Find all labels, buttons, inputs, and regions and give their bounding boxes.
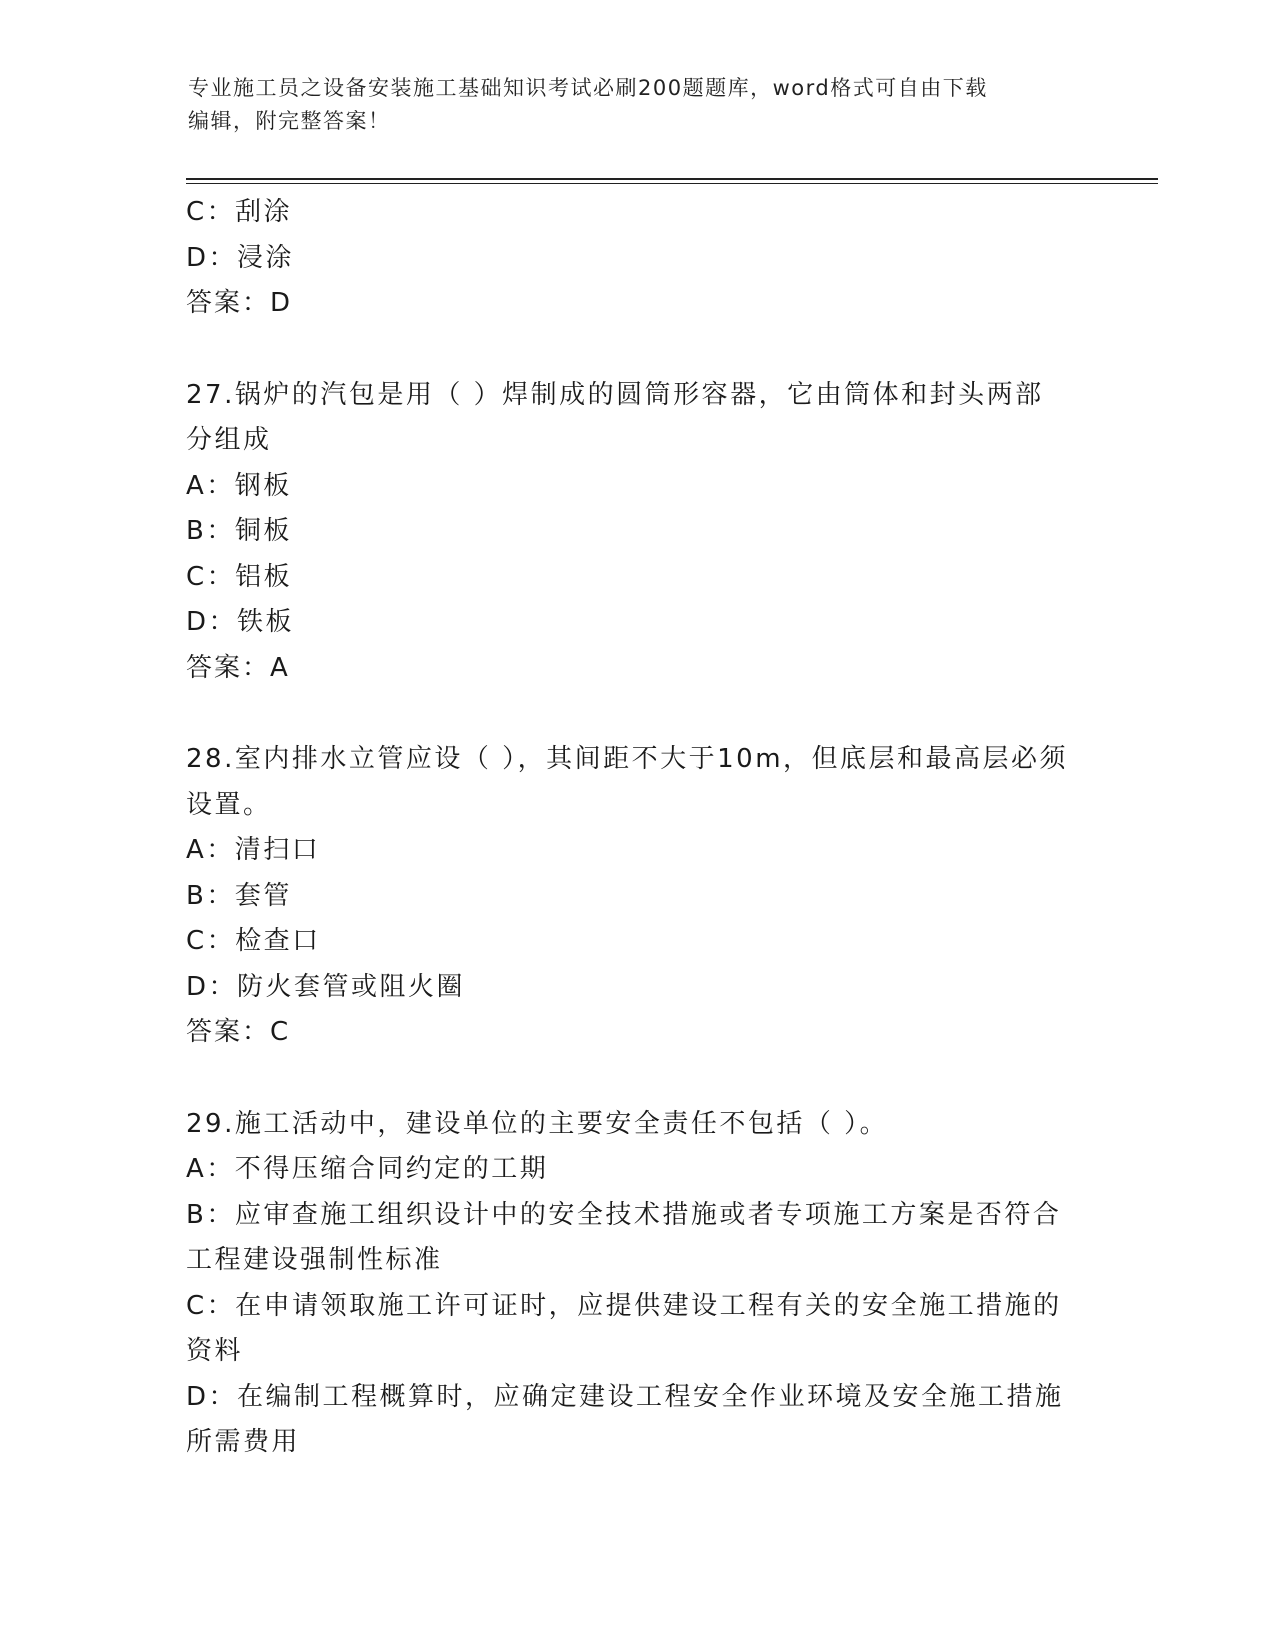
- question-text: 29.施工活动中，建设单位的主要安全责任不包括（ ）。: [186, 1108, 889, 1139]
- option-a: A：不得压缩合同约定的工期: [186, 1154, 549, 1184]
- spacer: [186, 1056, 1086, 1102]
- option-c: C：铝板: [186, 561, 293, 592]
- question-26-continued: [186, 190, 1086, 327]
- option-b: B：应审查施工组织设计中的安全技术措施或者专项施工方案是否符合: [186, 1199, 1062, 1230]
- option-c: C：检查口: [186, 926, 321, 956]
- spacer: [186, 691, 1086, 737]
- question-text-continued: 分组成: [186, 425, 272, 455]
- question-text: 27.锅炉的汽包是用（ ）焊制成的圆筒形容器，它由筒体和封头两部: [186, 379, 1044, 410]
- option-c: C：在申请领取施工许可证时，应提供建设工程有关的安全施工措施的: [186, 1290, 1062, 1321]
- option-b-continued: 工程建设强制性标准: [186, 1245, 443, 1275]
- option-a: A：清扫口: [186, 835, 321, 865]
- question-text-continued: 设置。: [186, 789, 272, 820]
- header-divider-thick: [186, 178, 1158, 180]
- option-c: C：刮涂: [186, 197, 293, 227]
- option-d: D：浸涂: [186, 242, 295, 273]
- option-a: A：钢板: [186, 470, 292, 501]
- document-header: [188, 72, 1088, 138]
- document-body: [186, 190, 1086, 1466]
- question-28: [186, 737, 1086, 1056]
- option-d: D：铁板: [186, 607, 295, 637]
- answer-line: 答案：C: [186, 1017, 291, 1047]
- option-d: D：防火套管或阻火圈: [186, 971, 466, 1002]
- option-d-continued: 所需费用: [186, 1427, 301, 1457]
- option-b: B：铜板: [186, 516, 292, 546]
- answer-line: 答案：D: [186, 288, 293, 318]
- option-b: B：套管: [186, 880, 292, 911]
- question-27: [186, 373, 1086, 692]
- header-line-1: 专业施工员之设备安装施工基础知识考试必刷200题题库，word格式可自由下载: [188, 76, 988, 100]
- header-divider-thin: [186, 183, 1158, 184]
- spacer: [186, 327, 1086, 373]
- question-text: 28.室内排水立管应设（ ），其间距不大于10m，但底层和最高层必须: [186, 744, 1069, 774]
- question-29: [186, 1102, 1086, 1466]
- answer-line: 答案：A: [186, 652, 290, 683]
- option-d: D：在编制工程概算时，应确定建设工程安全作业环境及安全施工措施: [186, 1381, 1064, 1412]
- header-line-2: 编辑，附完整答案！: [188, 109, 391, 133]
- option-c-continued: 资料: [186, 1336, 244, 1366]
